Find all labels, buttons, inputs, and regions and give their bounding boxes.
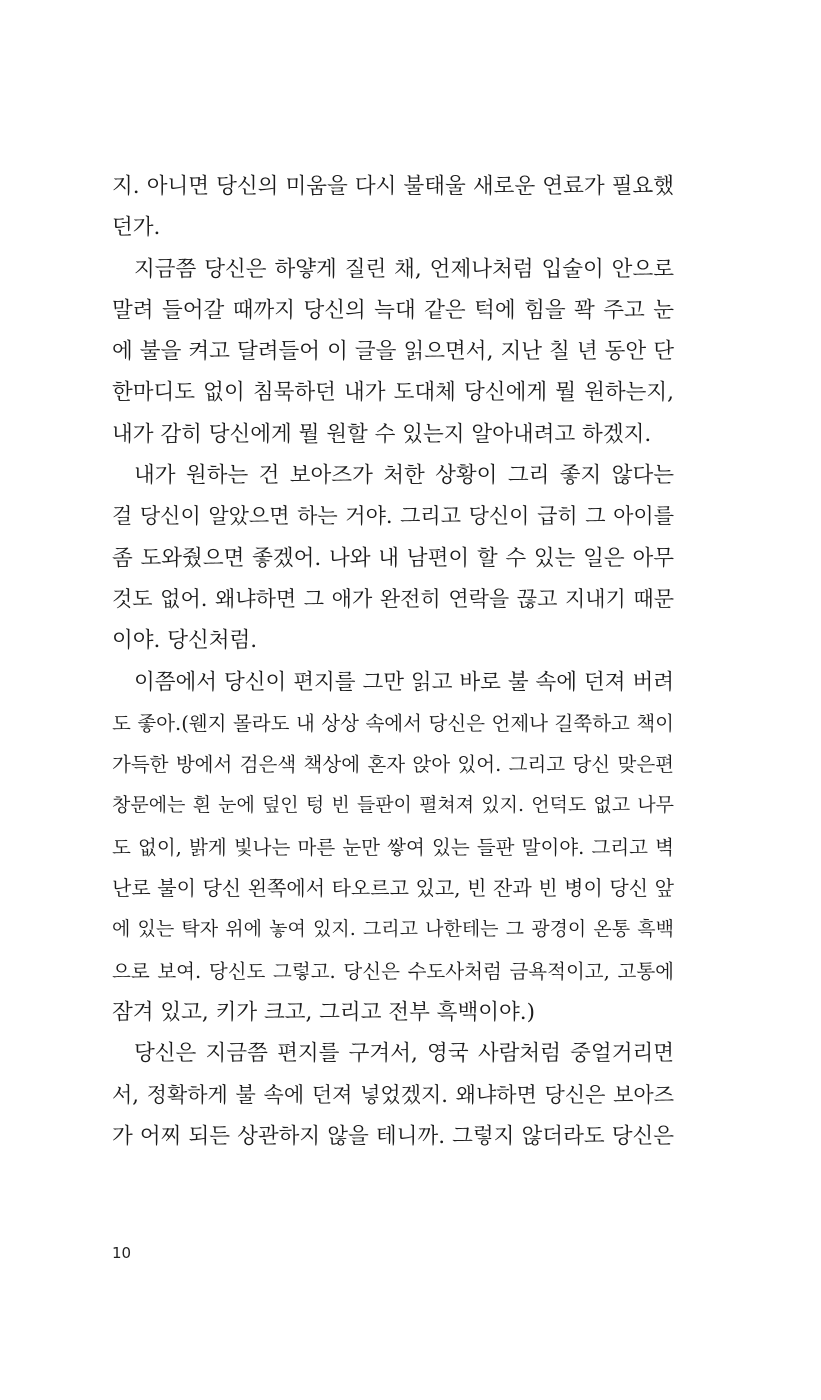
text-line: 말려 들어갈 때까지 당신의 늑대 같은 턱에 힘을 꽉 주고 눈 <box>112 297 674 323</box>
text-line: 이쯤에서 당신이 편지를 그만 읽고 바로 불 속에 던져 버려 <box>134 669 674 695</box>
text-line: 내가 원하는 건 보아즈가 처한 상황이 그리 좋지 않다는 <box>134 463 674 489</box>
text-line: 한마디도 없이 침묵하던 내가 도대체 당신에게 뭘 원하는지, <box>112 380 674 406</box>
text-line: 서, 정확하게 불 속에 던져 넣었겠지. 왜냐하면 당신은 보아즈 <box>112 1082 674 1107</box>
text-line: 내가 감히 당신에게 뭘 원할 수 있는지 알아내려고 하겠지. <box>112 421 652 447</box>
text-line: 가 어찌 되든 상관하지 않을 테니까. 그렇지 않더라도 당신은 <box>112 1123 674 1149</box>
text-line: 잠겨 있고, 키가 크고, 그리고 전부 흑백이야.) <box>112 999 535 1025</box>
text-line: 걸 당신이 알았으면 하는 거야. 그리고 당신이 급히 그 아이를 <box>112 504 674 529</box>
body-text <box>112 166 674 1157</box>
text-line: 당신은 지금쯤 편지를 구겨서, 영국 사람처럼 중얼거리면 <box>134 1041 674 1067</box>
text-line: 도 없이, 밝게 빛나는 마른 눈만 쌓여 있는 들판 말이야. 그리고 벽 <box>112 835 674 859</box>
text-line: 에 있는 탁자 위에 놓여 있지. 그리고 나한테는 그 광경이 온통 흑백 <box>112 918 674 941</box>
text-line: 으로 보여. 당신도 그렇고. 당신은 수도사처럼 금욕적이고, 고통에 <box>112 959 674 983</box>
page-number: 10 <box>112 1244 132 1262</box>
text-line: 것도 없어. 왜냐하면 그 애가 완전히 연락을 끊고 지내기 때문 <box>112 586 674 611</box>
text-line: 좀 도와줬으면 좋겠어. 나와 내 남편이 할 수 있는 일은 아무 <box>112 545 674 571</box>
text-line: 지금쯤 당신은 하얗게 질린 채, 언제나처럼 입술이 안으로 <box>134 256 674 282</box>
text-line: 던가. <box>112 215 161 241</box>
text-line: 에 불을 켜고 달려들어 이 글을 읽으면서, 지난 칠 년 동안 단 <box>112 339 674 365</box>
text-line: 가득한 방에서 검은색 책상에 혼자 앉아 있어. 그리고 당신 맞은편 <box>112 753 674 777</box>
text-line: 난로 불이 당신 왼쪽에서 타오르고 있고, 빈 잔과 빈 병이 당신 앞 <box>112 876 674 901</box>
text-line: 창문에는 흰 눈에 덮인 텅 빈 들판이 펼쳐져 있지. 언덕도 없고 나무 <box>112 794 674 817</box>
text-line: 도 좋아.(웬지 몰라도 내 상상 속에서 당신은 언제나 길쭉하고 책이 <box>112 711 674 735</box>
text-line: 이야. 당신처럼. <box>112 628 258 654</box>
text-line: 지. 아니면 당신의 미움을 다시 불태울 새로운 연료가 필요했 <box>112 174 674 199</box>
